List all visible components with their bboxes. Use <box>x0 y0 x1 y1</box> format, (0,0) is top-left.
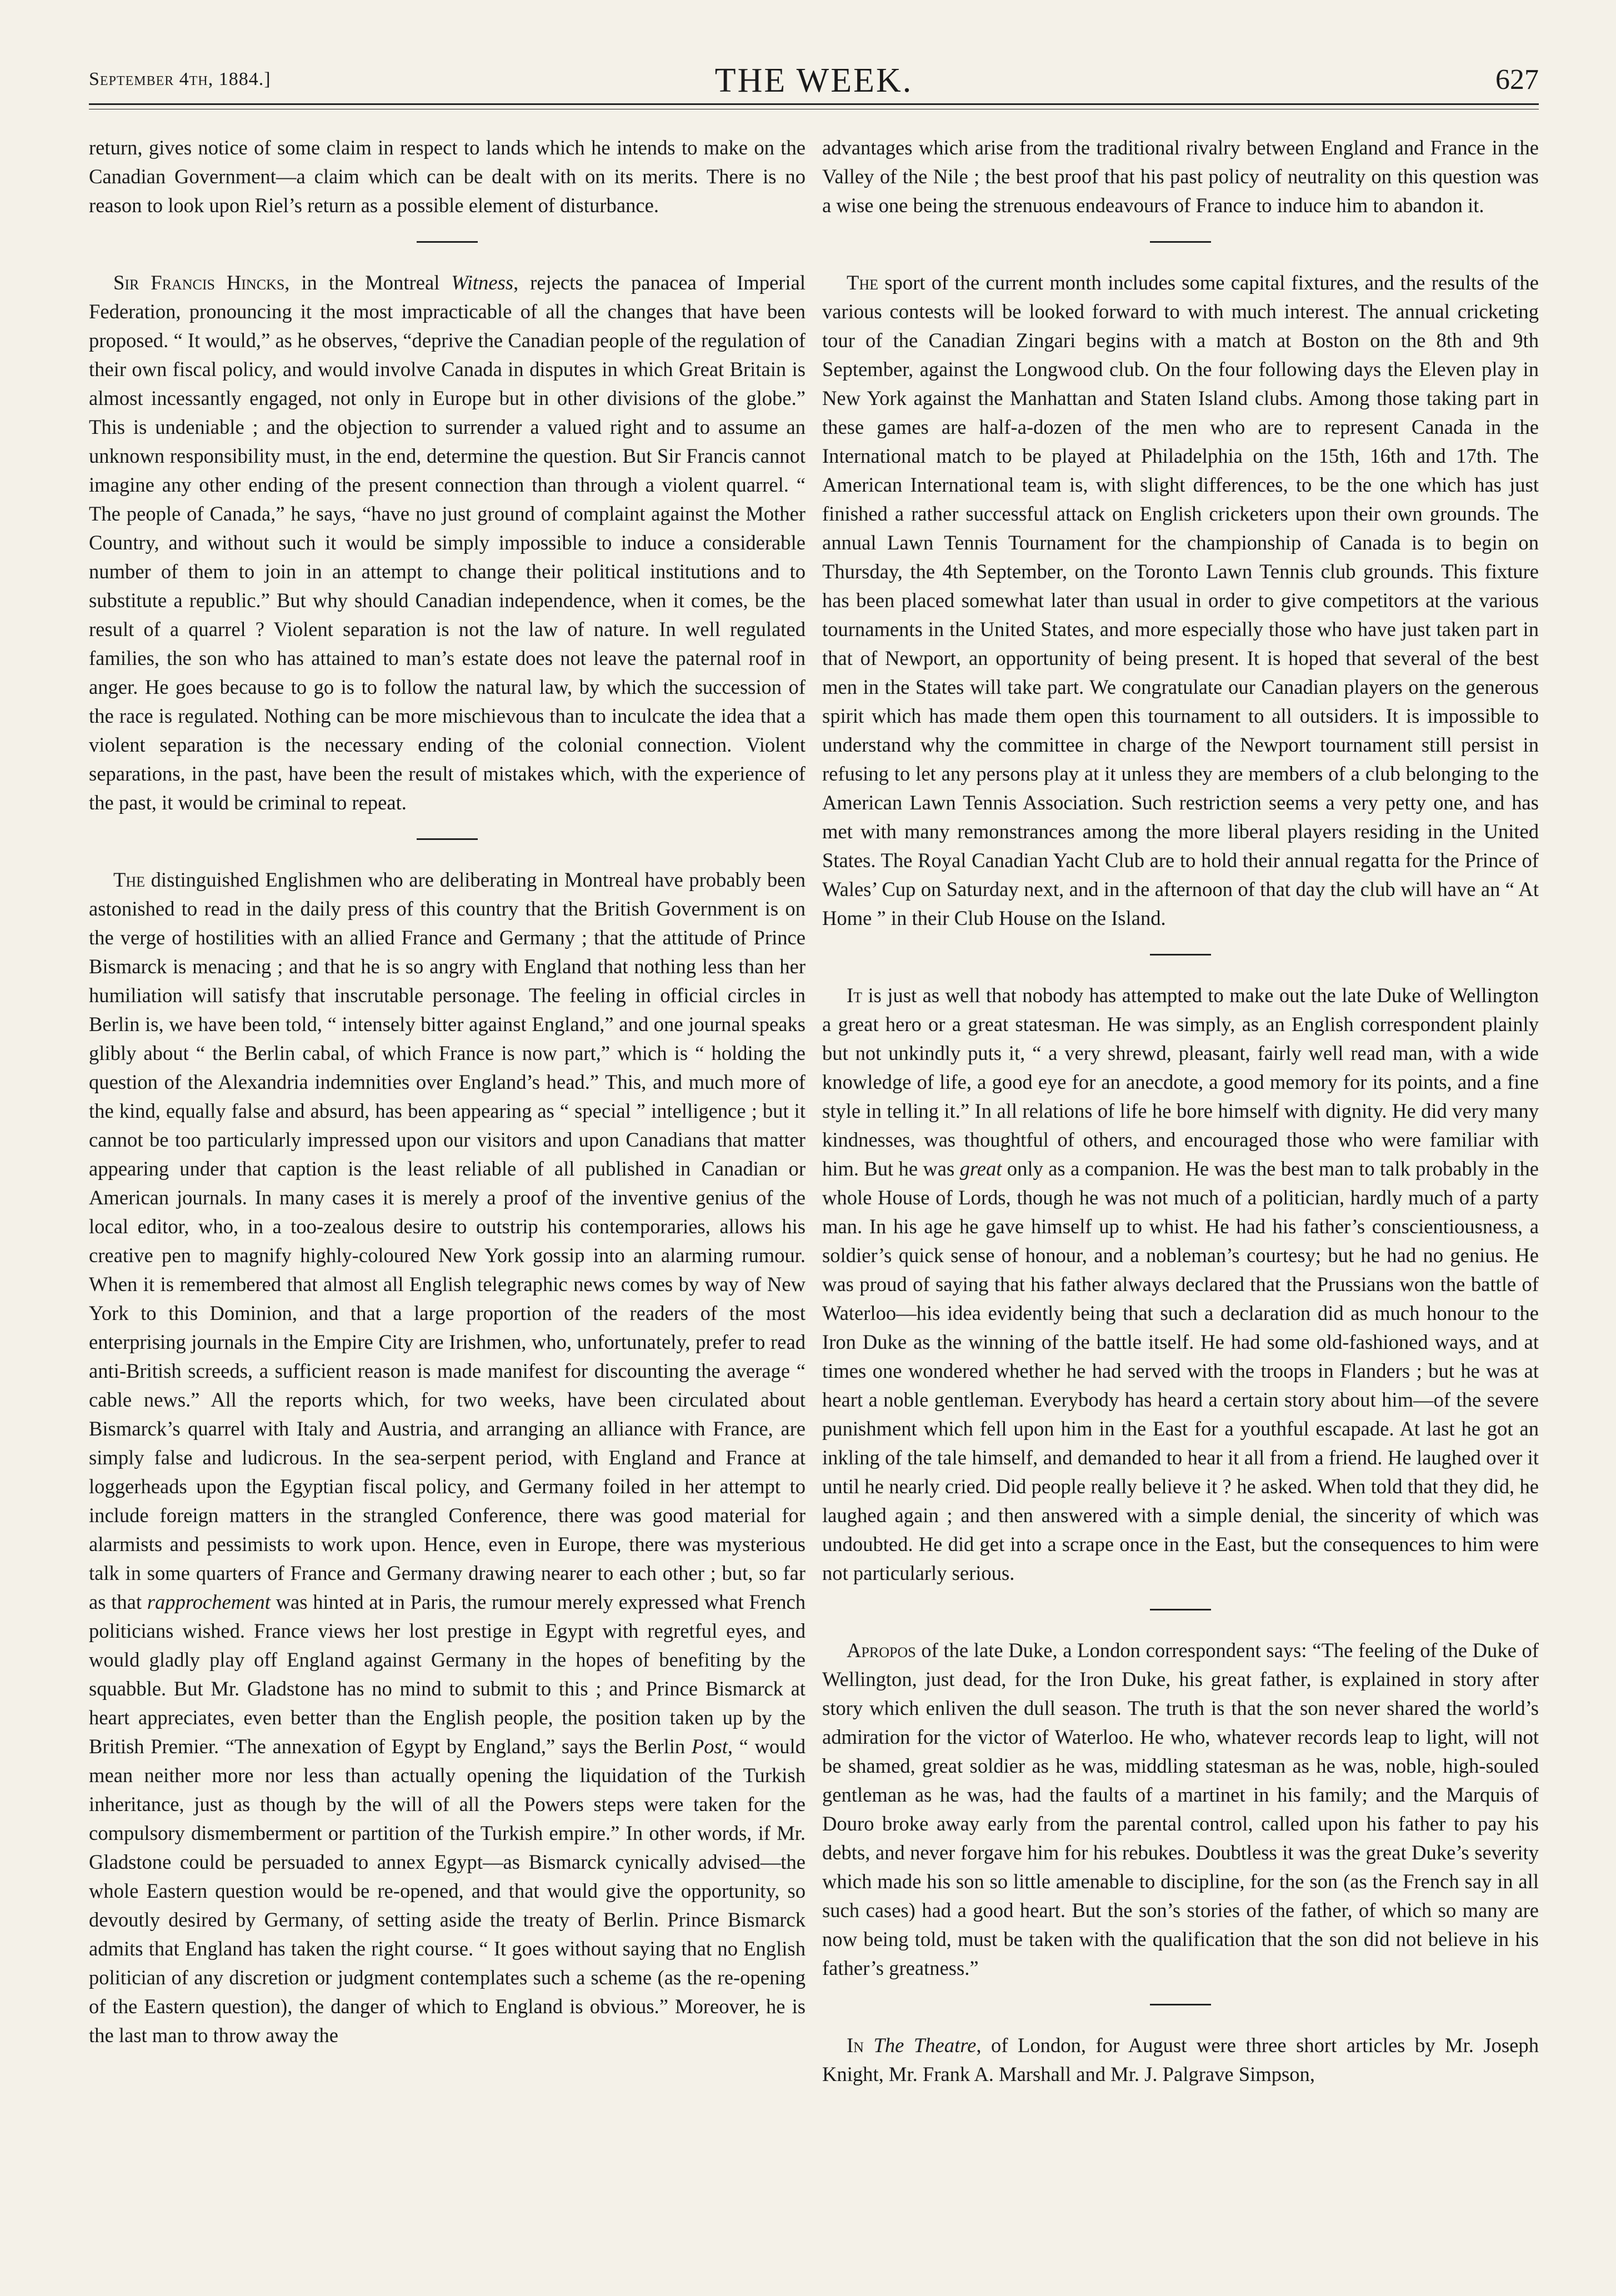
section-divider <box>417 838 478 840</box>
paragraph-bismarck: The distinguished Englishmen who are deliberating in Montreal have probably been astonished to read in the daily press of this country that the British Government is on the verge of hostilities with an allied France and Germany ; that the attitude of Prince Bismarck is menacing ; and that he is so angry with England that nothing less than her humiliation will satisfy that inscrutable personage. The feeling in official circles in Berlin is, we have been told, “ intensely bitter against England,” and one journal speaks glibly about “ the Berlin cabal, of which France is now part,” which is “ holding the question of the Alexandria indemnities over England’s head.” This, and much more of the kind, equally false and absurd, has been appearing as “ special ” intelligence ; but it cannot be too particularly impressed upon our visitors and upon Canadians that matter appearing under that caption is the least reliable of all published in Canadian or American journals. In many cases it is merely a proof of the inventive genius of the local editor, who, in a too-zealous desire to outstrip his contemporaries, allows his creative pen to magnify highly-coloured New York gossip into an alarming rumour. When it is remembered that almost all English telegraphic news comes by way of New York to this Dominion, and that a large proportion of the readers of the most enterprising journals in the Empire City are Irishmen, who, unfortunately, prefer to read anti-British screeds, a sufficient reason is made manifest for discounting the average “ cable news.” All the reports which, for two weeks, have been circulated about Bismarck’s quarrel with Italy and Austria, and arranging an alliance with France, are simply false and ludicrous. In the sea-serpent period, with England and France at loggerheads upon the Egyptian fiscal policy, and Germany foiled in her attempt to include foreign matters in the strangled Conference, there was good material for alarmists and pessimists to work upon. Hence, even in Europe, there was mysterious talk in some quarters of France and Germany drawing nearer to each other ; but, so far as that rapprochement was hinted at in Paris, the rumour merely expressed what French politicians wished. France views her lost prestige in Egypt with regretful eyes, and would gladly play off England against Germany in the hopes of benefiting by the squabble. But Mr. Gladstone has no mind to submit to this ; and Prince Bismarck at heart appreciates, even better than the English people, the position taken up by the British Premier. “The annexation of Egypt by England,” says the Berlin Post, “ would mean neither more nor less than actually opening the liquidation of the Turkish inheritance, just as though by the will of all the Powers steps were taken for the compulsory dismemberment or partition of the Turkish empire.” In other words, if Mr. Gladstone could be persuaded to annex Egypt—as Bismarck cynically advised—the whole Eastern question would be re-opened, and that would give the opportunity, so devoutly desired by Germany, of setting aside the treaty of Berlin. Prince Bismarck admits that England has taken the right course. “ It goes without saying that no English politician of any discretion or judgment contemplates such a scheme (as the re-opening of the Eastern question), the danger of which to England is obvious.” Moreover, he is the last man to throw away the <box>89 868 806 2047</box>
paragraph-lead-words: The <box>113 868 146 891</box>
publication-title: The Theatre <box>873 2034 977 2057</box>
paragraph-lead-words: In <box>847 2034 864 2057</box>
page-header <box>89 61 1539 100</box>
paragraph-lead-words: Sir Francis Hincks <box>113 271 285 294</box>
section-divider <box>417 241 478 243</box>
paragraph-theatre: In The Theatre, of London, for August were three short articles by Mr. Joseph Knight, Mr. Frank A. Marshall and Mr. J. Palgrave Simpson, <box>822 2034 1539 2085</box>
section-divider <box>1150 1609 1211 1610</box>
paragraph-lead-words: The <box>847 271 879 294</box>
section-divider <box>1150 2004 1211 2005</box>
issue-date: September 4th, 1884.] <box>89 69 271 89</box>
right-column <box>822 133 1539 2089</box>
paragraph-lead-words: It <box>847 984 863 1007</box>
italic-term: great <box>959 1157 1002 1180</box>
left-column <box>89 133 806 2050</box>
paragraph-riel-continued: return, gives notice of some claim in respect to lands which he intends to make on the Canadian Government—a claim which can be dealt with on its merits. There is no reason to look upon Riel’s return as a possible element of disturbance. <box>89 136 806 217</box>
page-number: 627 <box>1495 64 1539 96</box>
section-divider <box>1150 241 1211 243</box>
paragraph-bismarck-continued: advantages which arise from the traditional rivalry between England and France in the Valley of the Nile ; the best proof that his past policy of neutrality on this question was a wise one being the strenuous endeavours of France to induce him to abandon it. <box>822 136 1539 217</box>
header-rule-top <box>89 103 1539 105</box>
journal-title: THE WEEK. <box>714 62 913 99</box>
paragraph-lead-words: Apropos <box>847 1639 916 1662</box>
paragraph-sport: The sport of the current month includes some capital fixtures, and the results of the various contests will be looked forward to with much interest. The annual cricketing tour of the Canadian Zingari begins with a match at Boston on the 8th and 9th September, against the Longwood club. On the four following days the Eleven play in New York against the Manhattan and Staten Island clubs. Among those taking part in these games are half-a-dozen of the men who are to represent Canada in the International match to be played at Philadelphia on the 15th, 16th and 17th. The American International team is, with slight differences, to be the one which has just finished a rather successful attack on English cricketers upon their own grounds. The annual Lawn Tennis Tournament for the championship of Canada is to begin on Thursday, the 4th September, on the Toronto Lawn Tennis club grounds. This fixture has been placed somewhat later than usual in order to give competitors at the various tournaments in the United States, and more especially those who have just taken part in that of Newport, an opportunity of being present. It is hoped that several of the best men in the States will take part. We congratulate our Canadian players on the generous spirit which has made them open this tournament to all outsiders. It is impossible to understand why the committee in charge of the Newport tournament still persist in refusing to let any persons play at it unless they are members of a club belonging to the American Lawn Tennis Association. Such restriction seems a very petty one, and has met with many remonstrances among the more liberal players residing in the United States. The Royal Canadian Yacht Club are to hold their annual regatta for the Prince of Wales’ Cup on Saturday next, and in the afternoon of that day the club will have an “ At Home ” in their Club House on the Island. <box>822 271 1539 929</box>
publication-title: Witness <box>451 271 514 294</box>
publication-title: Post <box>691 1735 728 1758</box>
paragraph-wellington: It is just as well that nobody has attempted to make out the late Duke of Wellington a great hero or a great statesman. He was simply, as an English correspondent plainly but not unkindly puts it, “ a very shrewd, pleasant, fairly well read man, with a wide knowledge of life, a good eye for an anecdote, a good memory for its points, and a fine style in telling it.” In all relations of life he bore himself with dignity. He did very many kindnesses, was thoughtful of others, and encouraged those who were familiar with him. But he was great only as a companion. He was the best man to talk probably in the whole House of Lords, though he was not much of a politician, hardly much of a party man. In his age he gave himself up to whist. He had his father’s conscientiousness, a soldier’s quick sense of honour, and a nobleman’s courtesy; but he had no genius. He was proud of saying that his father always declared that the Prussians won the battle of Waterloo—his idea evidently being that such a declaration did as much honour to the Iron Duke as the winning of the battle itself. He had some old-fashioned ways, and at times one wondered whether he had served with the troops in Flanders ; but he was at heart a noble gentleman. Everybody has heard a certain story about him—of the severe punishment which fell upon him in the East for a youthful escapade. At last he got an inkling of the tale himself, and demanded to hear it all from a friend. He laughed over it until he nearly cried. Did people really believe it ? he asked. When told that they did, he laughed again ; and then answered with a simple denial, the sincerity of which was undoubted. He did get into a scrape once in the East, but the consequences to him were not particularly serious. <box>822 984 1539 1584</box>
paragraph-hincks: Sir Francis Hincks, in the Montreal Witness, rejects the panacea of Imperial Federation, pronouncing it the most impracticable of all the changes that have been proposed. “ It would,” as he observes, “deprive the Canadian people of the regulation of their own fiscal policy, and would involve Canada in disputes in which Great Britain is almost incessantly engaged, not only in Europe but in other divisions of the globe.” This is undeniable ; and the objection to surrender a valued right and to assume an unknown responsibility must, in the end, determine the question. But Sir Francis cannot imagine any other ending of the present connection than through a violent quarrel. “ The people of Canada,” he says, “have no just ground of complaint against the Mother Country, and without such it would be simply impossible to induce a considerable number of them to join in an attempt to change their political institutions and to substitute a republic.” But why should Canadian independence, when it comes, be the result of a quarrel ? Violent separation is not the law of nature. In well regulated families, the son who has attained to man’s estate does not leave the paternal roof in anger. He goes because to go is to follow the natural law, by which the succession of the race is regulated. Nothing can be more mischievous than to inculcate the idea that a violent separation is the necessary ending of the colonial connection. Violent separations, in the past, have been the result of mistakes which, with the experience of the past, it would be criminal to repeat. <box>89 271 806 814</box>
italic-term: rapprochement <box>147 1590 271 1613</box>
paragraph-apropos: Apropos of the late Duke, a London correspondent says: “The feeling of the Duke of Wellington, just dead, for the Iron Duke, his great father, is explained in story after story which enliven the dull season. The truth is that the son never shared the world’s admiration for the victor of Waterloo. He who, whatever records leap to light, will not be shamed, great soldier as he was, middling statesman as he was, noble, high-souled gentleman as he was, had the faults of a martinet in his family; and the Marquis of Douro broke away early from the parental control, called upon his father to pay his debts, and never forgave him for his rebukes. Doubtless it was the great Duke’s severity which made his son so little amenable to discipline, for the son (as the French say in all such cases) had a good heart. But the son’s stories of the father, of which so many are now being told, must be taken with the qualification that the son did not believe in his father’s greatness.” <box>822 1639 1539 1979</box>
section-divider <box>1150 954 1211 956</box>
